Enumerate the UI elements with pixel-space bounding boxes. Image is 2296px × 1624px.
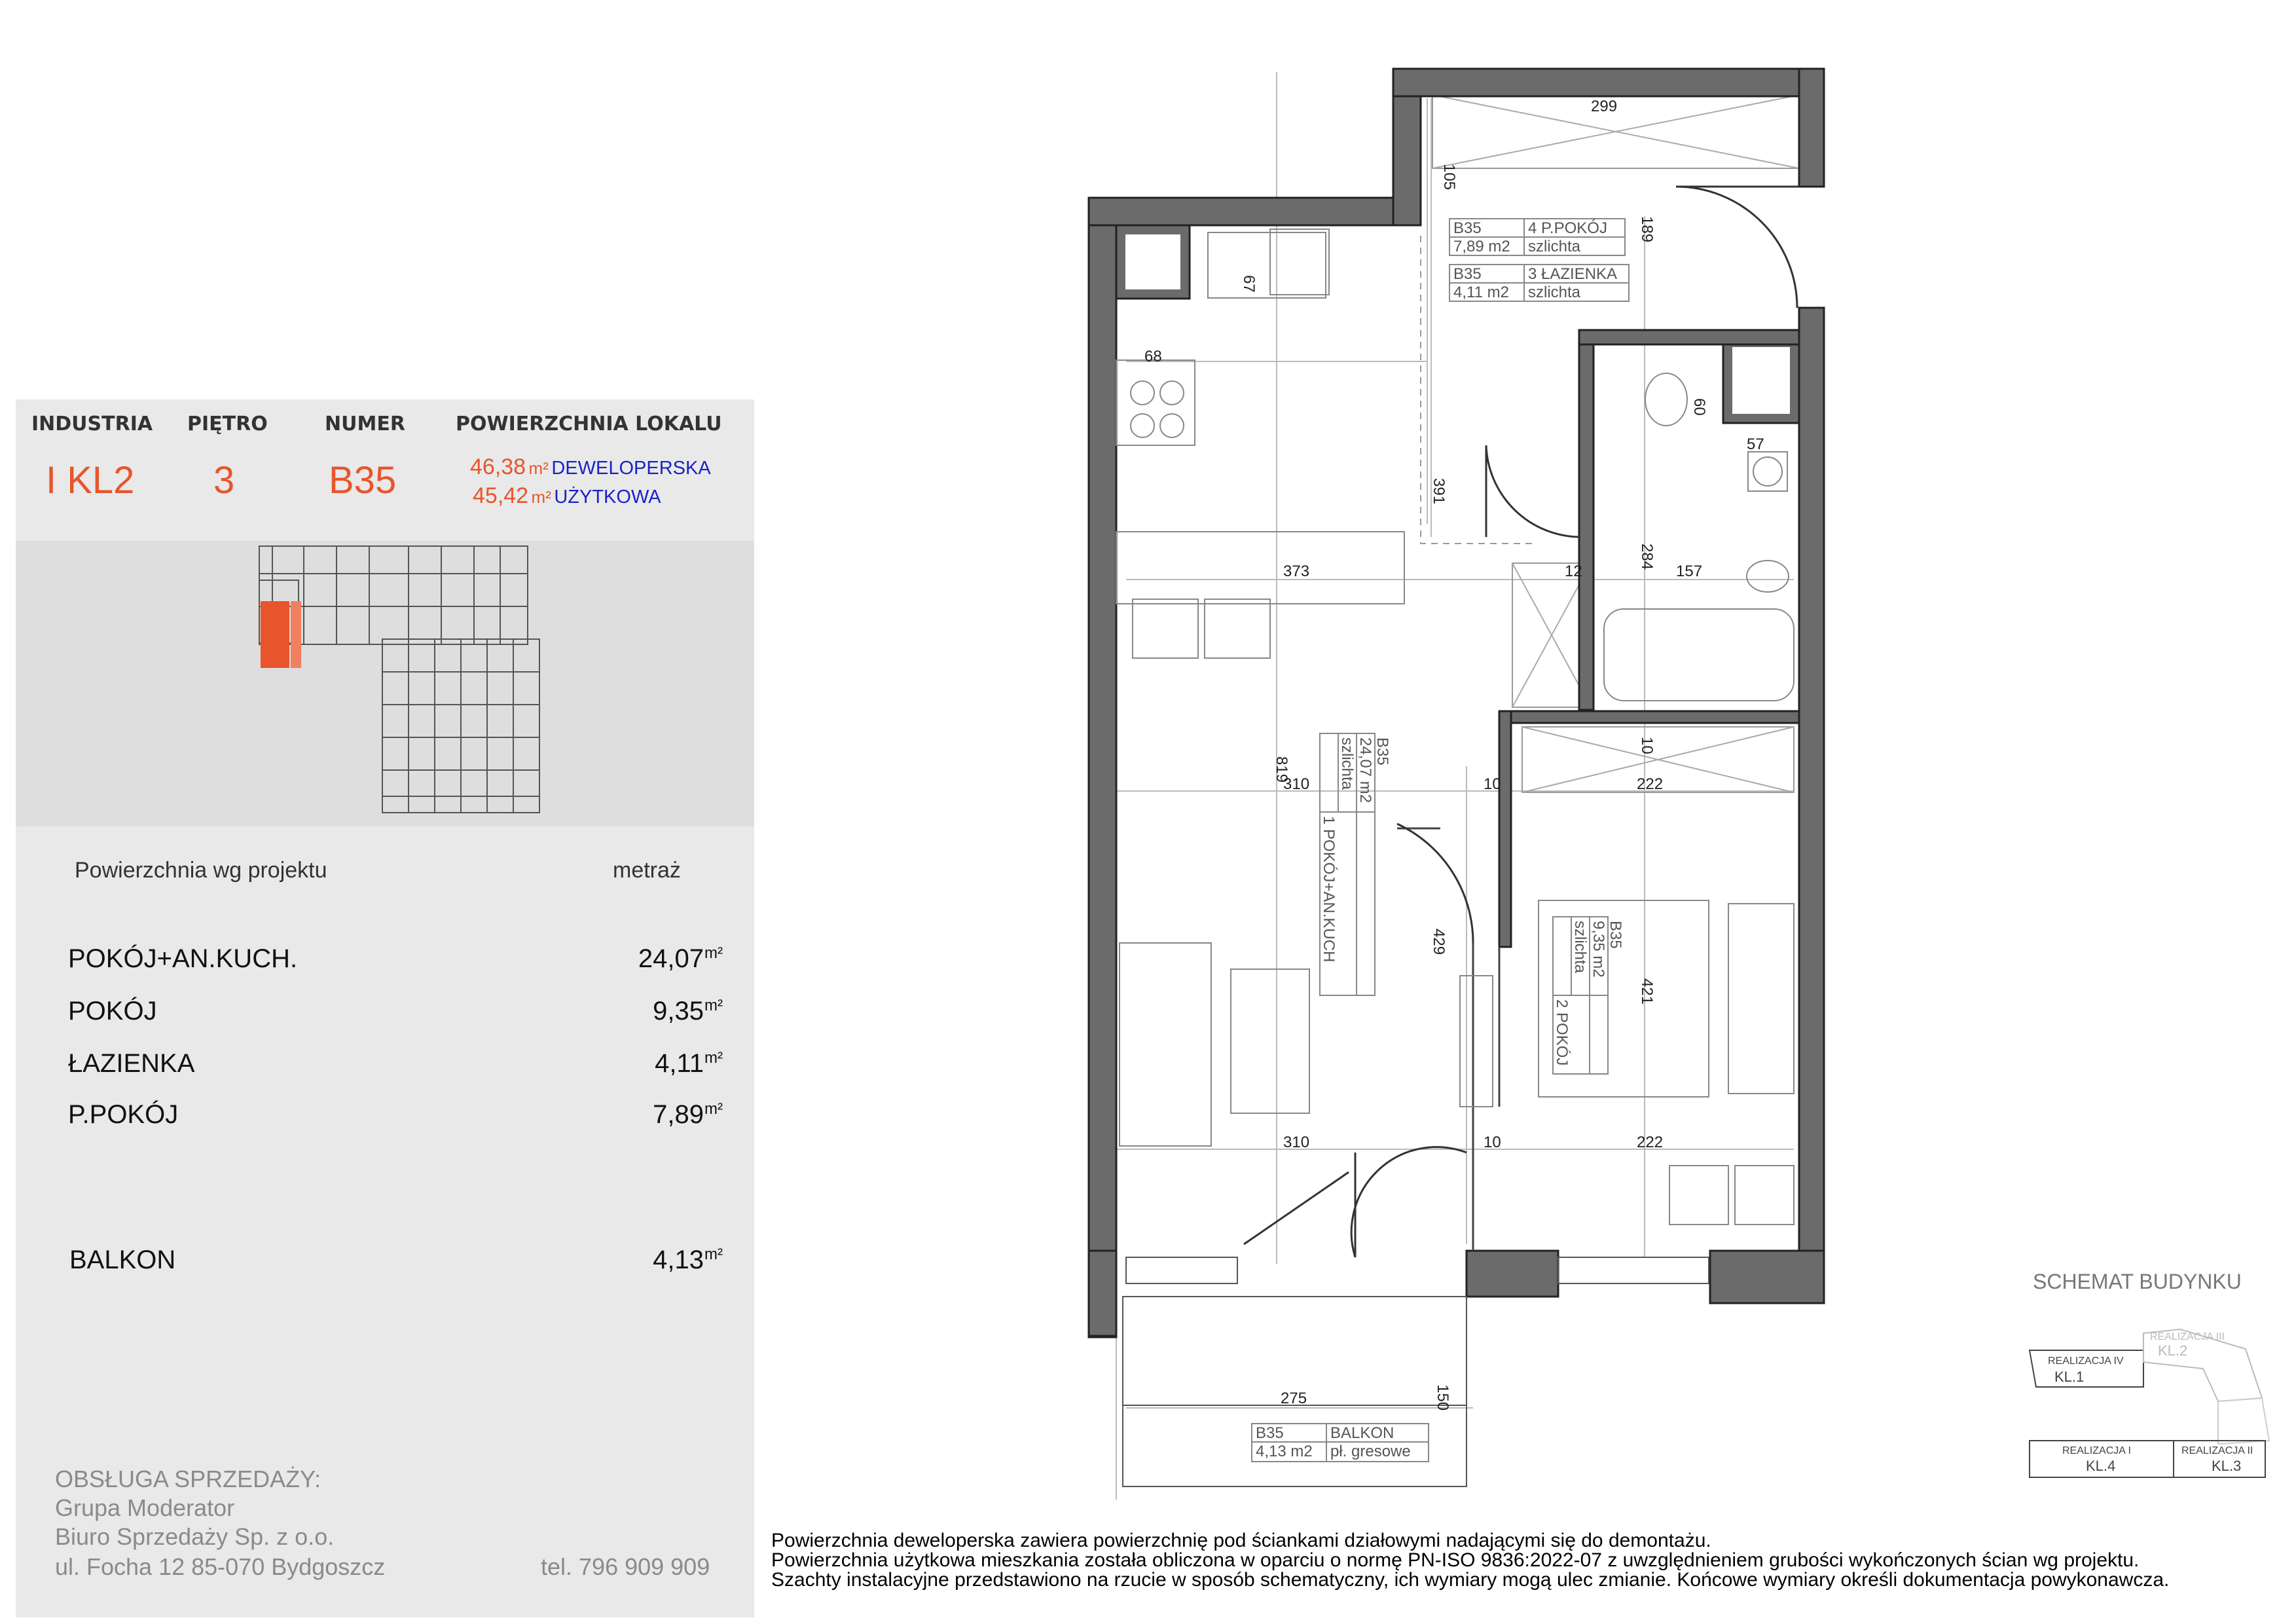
row-name: ŁAZIENKA bbox=[68, 1049, 195, 1078]
dim-421: 421 bbox=[1638, 978, 1656, 1005]
header-numer: NUMER bbox=[325, 413, 405, 435]
note-3: Szachty instalacyjne przedstawiono na rzucie w sposób schematyczny, ich wymiary mogą ulec zmianie. Końcowe wymiary określi dokumentacja powykonawcza. bbox=[771, 1569, 2170, 1591]
dim-373: 373 bbox=[1283, 563, 1310, 580]
sales-line1: Grupa Moderator bbox=[55, 1494, 235, 1521]
dim-222a: 222 bbox=[1637, 775, 1664, 793]
schema-title: SCHEMAT BUDYNKU bbox=[2033, 1270, 2242, 1293]
row-unit: m² bbox=[704, 997, 723, 1014]
laz-name: 3 ŁAZIENKA bbox=[1528, 265, 1618, 283]
dim-284: 284 bbox=[1638, 544, 1656, 570]
dim-68: 68 bbox=[1144, 348, 1162, 365]
header-industria: INDUSTRIA bbox=[31, 413, 153, 435]
balk-code: B35 bbox=[1256, 1424, 1284, 1442]
dim-10b: 10 bbox=[1638, 737, 1656, 754]
row-value: 9,35 bbox=[653, 997, 704, 1025]
schema-r3: REALIZACJA III bbox=[2150, 1331, 2225, 1342]
balk-name: BALKON bbox=[1330, 1424, 1394, 1442]
dim-189: 189 bbox=[1638, 216, 1656, 243]
sales-phone: tel. 796 909 909 bbox=[541, 1553, 710, 1580]
balk-fin: pł. gresowe bbox=[1330, 1443, 1411, 1460]
dim-819: 819 bbox=[1273, 756, 1290, 783]
dim-57: 57 bbox=[1747, 435, 1764, 453]
dim-157: 157 bbox=[1676, 563, 1703, 580]
note-2: Powierzchnia użytkowa mieszkania została obliczona w oparciu o normę PN-ISO 9836:2022-07 z uwzględnieniem grubości wykończonych ścian wg projektu. bbox=[771, 1549, 2140, 1571]
dim-275: 275 bbox=[1281, 1390, 1307, 1407]
ppokoj-area: 7,89 m2 bbox=[1453, 238, 1510, 255]
area-dev-label: DEWELOPERSKA bbox=[551, 458, 711, 479]
schema-kl4: KL.4 bbox=[2086, 1458, 2116, 1474]
dim-60: 60 bbox=[1690, 398, 1708, 416]
laz-code: B35 bbox=[1453, 265, 1482, 283]
table-col-name: Powierzchnia wg projektu bbox=[75, 858, 327, 883]
sales-line3: ul. Focha 12 85-070 Bydgoszcz bbox=[55, 1553, 386, 1580]
pok2-fin: szlichta bbox=[1571, 921, 1589, 974]
ppokoj-code: B35 bbox=[1453, 219, 1482, 237]
schema-r2: REALIZACJA II bbox=[2181, 1445, 2253, 1456]
area-use-unit: m² bbox=[531, 487, 551, 507]
schema-kl1: KL.1 bbox=[2054, 1369, 2085, 1385]
row-unit: m² bbox=[704, 1049, 723, 1067]
schema-kl2: KL.2 bbox=[2158, 1342, 2188, 1359]
row-name: BALKON bbox=[69, 1246, 176, 1274]
pietro-value: 3 bbox=[213, 459, 235, 502]
row-value: 24,07 bbox=[638, 944, 704, 973]
row-unit: m² bbox=[704, 944, 723, 962]
dim-150: 150 bbox=[1434, 1384, 1451, 1411]
ppokoj-name: 4 P.POKÓJ bbox=[1528, 219, 1607, 237]
row-value: 7,89 bbox=[653, 1100, 704, 1129]
note-1: Powierzchnia deweloperska zawiera powierzchnię pod ściankami działowymi nadającymi się do demontażu. bbox=[771, 1530, 1711, 1551]
row-name: POKÓJ+AN.KUCH. bbox=[68, 944, 298, 973]
area-use-value: 45,42 bbox=[473, 483, 529, 508]
ppokoj-fin: szlichta bbox=[1528, 238, 1581, 255]
pok1-name: 1 POKÓJ+AN.KUCH bbox=[1320, 816, 1338, 963]
row-value: 4,11 bbox=[655, 1049, 704, 1078]
table-col-value: metraż bbox=[613, 858, 681, 883]
area-dev-unit: m² bbox=[528, 458, 549, 478]
row-value: 4,13 bbox=[653, 1246, 704, 1274]
dim-299: 299 bbox=[1591, 98, 1618, 115]
area-use-label: UŻYTKOWA bbox=[554, 487, 661, 507]
dim-310a: 310 bbox=[1283, 775, 1310, 793]
dim-67: 67 bbox=[1240, 275, 1258, 293]
header-powierzchnia: POWIERZCHNIA LOKALU bbox=[456, 413, 722, 435]
sales-line2: Biuro Sprzedaży Sp. z o.o. bbox=[55, 1523, 335, 1550]
pok2-code: B35 bbox=[1607, 921, 1624, 949]
dim-429: 429 bbox=[1430, 929, 1448, 955]
dim-310b: 310 bbox=[1283, 1134, 1310, 1151]
laz-area: 4,11 m2 bbox=[1453, 284, 1509, 301]
sales-title: OBSŁUGA SPRZEDAŻY: bbox=[55, 1466, 321, 1492]
schema-kl3: KL.3 bbox=[2212, 1458, 2242, 1474]
pok1-fin: szlichta bbox=[1338, 737, 1356, 790]
row-unit: m² bbox=[704, 1100, 723, 1118]
dim-10a: 10 bbox=[1484, 775, 1501, 793]
row-name: P.POKÓJ bbox=[68, 1100, 179, 1129]
building-schema bbox=[2030, 1270, 2269, 1477]
dim-10c: 10 bbox=[1484, 1134, 1501, 1151]
pok1-area: 24,07 m2 bbox=[1357, 737, 1374, 803]
numer-value: B35 bbox=[329, 459, 397, 502]
dim-391: 391 bbox=[1430, 478, 1448, 505]
dim-222b: 222 bbox=[1637, 1134, 1664, 1151]
header-pietro: PIĘTRO bbox=[187, 413, 268, 435]
row-name: POKÓJ bbox=[68, 997, 157, 1025]
laz-fin: szlichta bbox=[1528, 284, 1581, 301]
schema-r4: REALIZACJA IV bbox=[2048, 1356, 2124, 1367]
dim-12: 12 bbox=[1565, 563, 1582, 580]
pok1-code: B35 bbox=[1374, 737, 1391, 766]
pok2-name: 2 POKÓJ bbox=[1553, 999, 1571, 1066]
schema-r1: REALIZACJA I bbox=[2062, 1445, 2131, 1456]
industria-value: I KL2 bbox=[46, 459, 135, 502]
row-unit: m² bbox=[704, 1246, 723, 1263]
balk-area: 4,13 m2 bbox=[1256, 1443, 1313, 1460]
area-dev-value: 46,38 bbox=[470, 454, 526, 479]
pok2-area: 9,35 m2 bbox=[1590, 921, 1607, 978]
dim-105: 105 bbox=[1440, 164, 1458, 191]
